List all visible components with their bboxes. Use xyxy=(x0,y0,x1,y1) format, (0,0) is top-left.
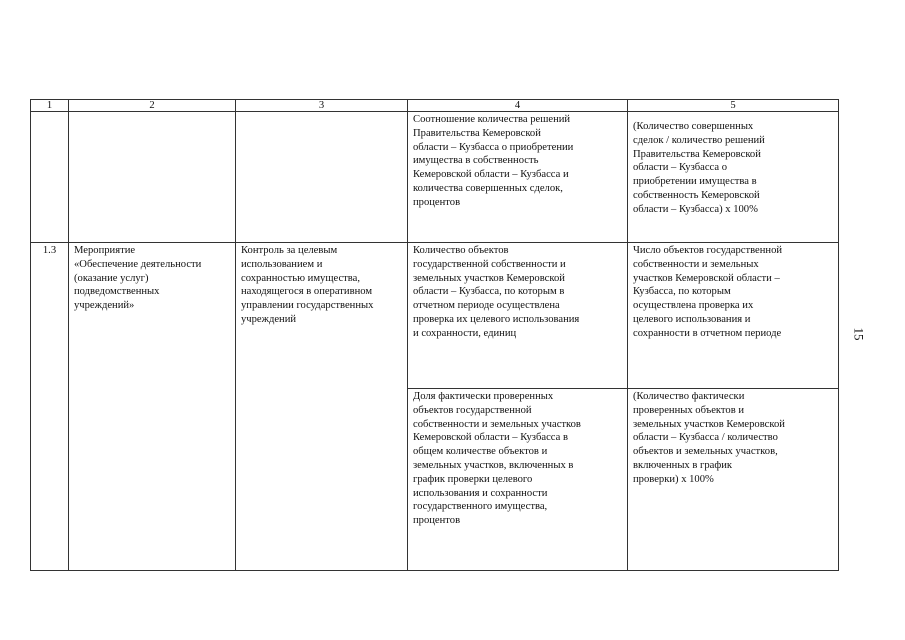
cont-formula-cell xyxy=(628,112,839,243)
page-number: 15 xyxy=(851,327,867,341)
formula-1-text: Число объектов государственной собственности и земельных участков Кемеровской области – Кузбасса, по которым осуществлена проверка их целевого использования и сохранности в отчетном периоде xyxy=(633,245,783,339)
indicators-table xyxy=(30,99,839,571)
measure-text: Мероприятие «Обеспечение деятельности (оказание услуг) подведомственных учреждений» xyxy=(74,245,202,312)
cont-formula-text: (Количество совершенных сделок / количество решений Правительства Кемеровской области – Кузбасса о приобретении имущества в собственность Кемеровской области – Кузбасса) x 100% xyxy=(633,121,765,215)
cont-indicator-text: Соотношение количества решений Правительства Кемеровской области – Кузбасса о приобретении имущества в собственность Кемеровской области – Кузбасса и количества совершенных сделок, процентов xyxy=(413,114,574,208)
formula-2-text: (Количество фактически проверенных объектов и земельных участков Кемеровской области – Кузбасса / количество объектов и земельных участков, включенных в график проверки) x 100% xyxy=(633,391,785,485)
indicator-1-text: Количество объектов государственной собственности и земельных участков Кемеровской области – Кузбасса, по которым в отчетном периоде осуществлена проверка их целевого использования и сохранности, единиц xyxy=(413,245,580,339)
table-header-row xyxy=(31,100,839,112)
cont-cell-measure xyxy=(69,112,236,243)
row-number: 1.3 xyxy=(31,243,69,571)
header-cell-2: 2 xyxy=(69,100,236,112)
cont-cell-description xyxy=(236,112,408,243)
header-cell-3: 3 xyxy=(236,100,408,112)
cont-indicator-cell xyxy=(408,112,628,243)
indicator-1-cell xyxy=(408,243,628,389)
measure-cell xyxy=(69,243,236,571)
description-text: Контроль за целевым использованием и сохранностью имущества, находящегося в оперативном управлении государственных учреждений xyxy=(241,245,374,325)
formula-1-cell xyxy=(628,243,839,389)
indicator-2-text: Доля фактически проверенных объектов государственной собственности и земельных участков Кемеровской области – Кузбасса в общем количестве объектов и земельных участков, включенных в график проверки целевого использования и сохранности государственного имущества, процентов xyxy=(413,391,581,527)
indicator-2-cell xyxy=(408,389,628,571)
table-row-continuation xyxy=(31,112,839,243)
header-cell-1: 1 xyxy=(31,100,69,112)
header-cell-5: 5 xyxy=(628,100,839,112)
cont-cell-num xyxy=(31,112,69,243)
description-cell xyxy=(236,243,408,571)
table-row-1-3 xyxy=(31,243,839,389)
formula-2-cell xyxy=(628,389,839,571)
header-cell-4: 4 xyxy=(408,100,628,112)
